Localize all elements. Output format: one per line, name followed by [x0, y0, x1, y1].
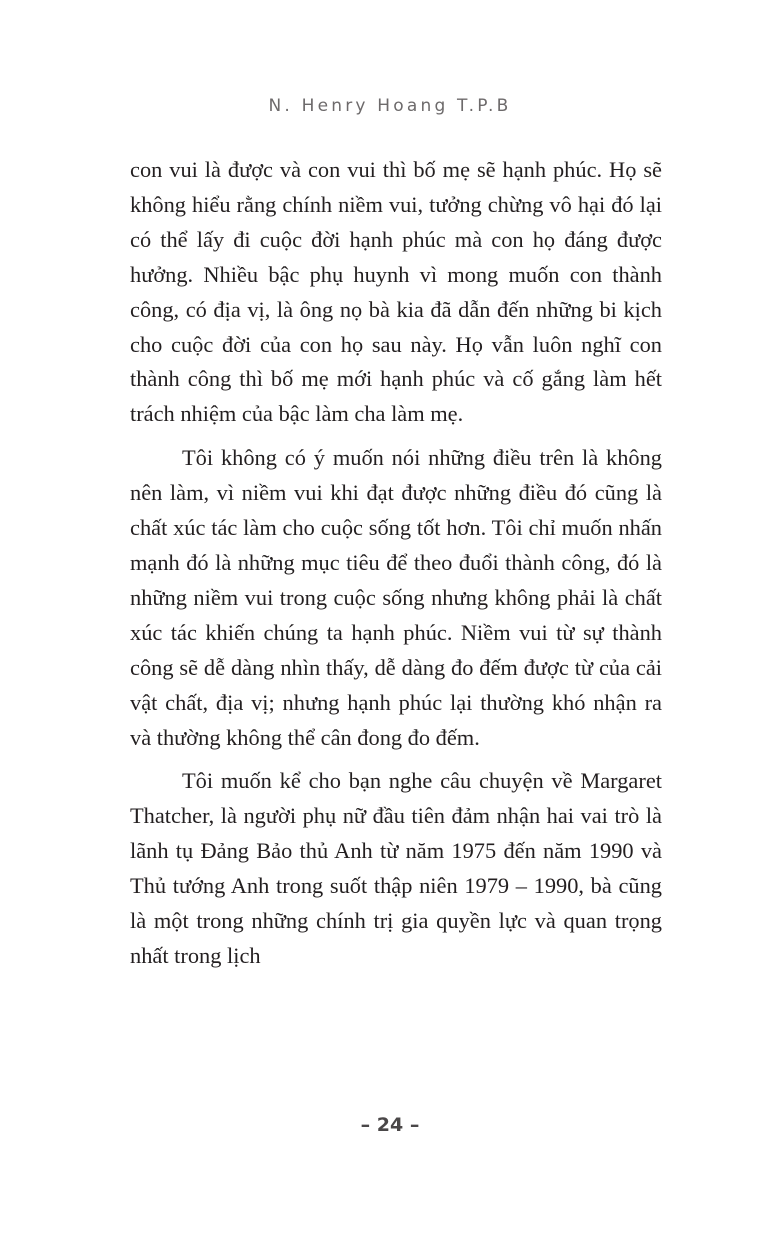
paragraph: Tôi muốn kể cho bạn nghe câu chuyện về Margaret Thatcher, là người phụ nữ đầu tiên đảm nhận hai vai trò là lãnh tụ Đảng Bảo thủ Anh từ năm 1975 đến năm 1990 và Thủ tướng Anh trong suốt thập niên 1979 – 1990, bà cũng là một trong những chính trị gia quyền lực và quan trọng nhất trong lịch — [130, 768, 662, 968]
paragraph: Tôi không có ý muốn nói những điều trên là không nên làm, vì niềm vui khi đạt được những điều đó cũng là chất xúc tác làm cho cuộc sống tốt hơn. Tôi chỉ muốn nhấn mạnh đó là những mục tiêu để theo đuổi thành công, đó là những niềm vui trong cuộc sống nhưng không phải là chất xúc tác khiến chúng ta hạnh phúc. Niềm vui từ sự thành công sẽ dễ dàng nhìn thấy, dễ dàng đo đếm được từ của cải vật chất, địa vị; nhưng hạnh phúc lại thường khó nhận ra và thường không thể cân đong đo đếm. — [130, 445, 662, 750]
running-header: N. Henry Hoang T.P.B — [268, 96, 512, 116]
page-number: – 24 – — [360, 1114, 420, 1136]
paragraph: con vui là được và con vui thì bố mẹ sẽ hạnh phúc. Họ sẽ không hiểu rằng chính niềm vui, tưởng chừng vô hại đó lại có thể lấy đi cuộc đời hạnh phúc mà con họ đáng được hưởng. Nhiều bậc phụ huynh vì mong muốn con thành công, có địa vị, là ông nọ bà kia đã dẫn đến những bi kịch cho cuộc đời của con họ sau này. Họ vẫn luôn nghĩ con thành công thì bố mẹ mới hạnh phúc và cố gắng làm hết trách nhiệm của bậc làm cha làm mẹ. — [130, 157, 662, 427]
body-text — [130, 153, 662, 983]
